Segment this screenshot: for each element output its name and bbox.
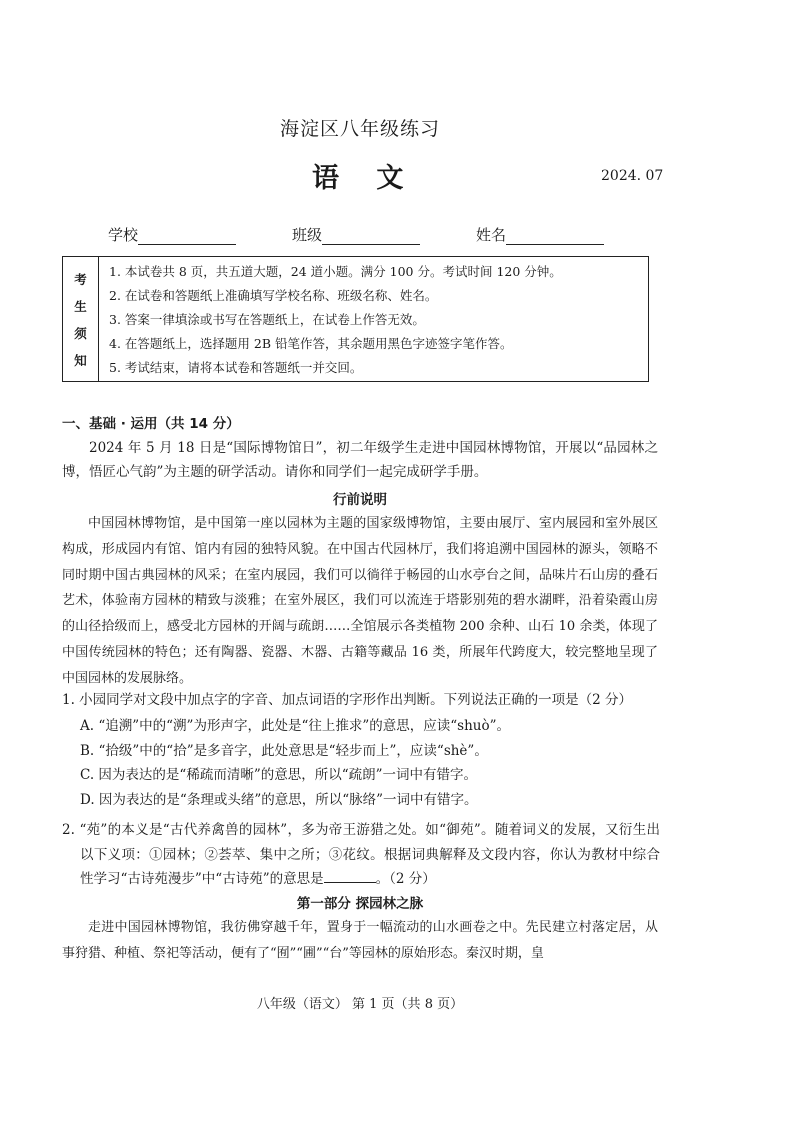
question-2-text: 2. “苑”的本义是“古代养禽兽的园林”，多为帝王游猎之处。如“御苑”。随着词义的发展，又衍生出以下义项：①园林；②荟萃、集中之所；③花纹。根据词典解释及文段内容，你认为教材中综合性学习“古诗苑漫步”中“古诗苑”的意思是: [62, 822, 660, 887]
notice-item: 1. 本试卷共 8 页，共五道大题，24 道小题。满分 100 分。考试时间 120 分钟。: [109, 264, 562, 279]
notice-label-char: 须: [74, 325, 87, 341]
school-label: 学校: [108, 226, 139, 244]
question-2: [62, 818, 660, 892]
section-intro: 2024 年 5 月 18 日是“国际博物馆日”，初二年级学生走进中国园林博物馆，开展以“品园林之博，悟匠心气韵”为主题的研学活动。请你和同学们一起完成研学手册。: [62, 440, 658, 480]
part-1-passage: 走进中国园林博物馆，我彷佛穿越千年，置身于一幅流动的山水画卷之中。先民建立村落定居，从事狩猎、种植、祭祀等活动，便有了“囿”“圃”“台”等园林的原始形态。秦汉时期，皇: [62, 920, 658, 961]
option-a[interactable]: A. “追溯”中的“溯”为形声字，此处是“往上推求”的意思，应读“shuò”。: [80, 718, 510, 734]
part-1-heading: 第一部分 探园林之脉: [296, 896, 424, 912]
section-heading: 一、基础 · 运用（共 14 分）: [62, 416, 240, 432]
pre-visit-heading: 行前说明: [333, 492, 387, 508]
notice-item: 2. 在试卷和答题纸上准确填写学校名称、班级名称、姓名。: [109, 288, 438, 303]
notice-list: [99, 257, 648, 381]
exam-notice-box: [62, 256, 649, 382]
option-d[interactable]: D. 因为表达的是“条理或头绪”的意思，所以“脉络”一词中有错字。: [80, 791, 478, 808]
notice-item: 3. 答案一律填涂或书写在答题纸上，在试卷上作答无效。: [109, 312, 425, 327]
subject-title: 语 文: [312, 163, 418, 194]
museum-passage: 中国园林博物馆，是中国第一座以园林为主题的国家级博物馆，主要由展厅、室内展园和室外展区构成，形成园内有馆、馆内有园的独特风貌。在中国古代园林厅，我们将追溯中国园林的源头，领略不同时期中国古典园林的风采；在室内展园，我们可以徜徉于畅园的山水亭台之间，品味片石山房的叠石艺术，体验南方园林的精致与淡雅；在室外展区，我们可以流连于塔影别苑的碧水湖畔，沿着染霞山房的山径拾级而上，感受北方园林的开阔与疏朗……全馆展示各类植物 200 余种、山石 10 余类，体现了中国传统园林的特色；还有陶器、瓷器、木器、古籍等藏品 16 类，所展年代跨度大，较完整地呈现了中国园林的发展脉络。: [62, 516, 658, 686]
question-1-options: [80, 714, 660, 812]
notice-item: 5. 考试结束，请将本试卷和答题纸一并交回。: [109, 360, 363, 375]
class-blank[interactable]: [322, 228, 420, 245]
class-label: 班级: [292, 226, 323, 244]
name-field[interactable]: [476, 224, 604, 245]
question-1-stem: 1. 小园同学对文段中加点字的字音、加点词语的字形作出判断。下列说法正确的一项是（2 分）: [62, 692, 633, 708]
exam-title: 海淀区八年级练习: [279, 118, 440, 140]
school-blank[interactable]: [138, 228, 236, 245]
option-b[interactable]: B. “拾级”中的“拾”是多音字，此处意思是“轻步而上”，应读“shè”。: [80, 742, 488, 759]
question-2-answer-blank[interactable]: [324, 868, 376, 883]
notice-label-char: 知: [74, 352, 87, 368]
option-c[interactable]: C. 因为表达的是“稀疏而清晰”的意思，所以“疏朗”一词中有错字。: [80, 767, 478, 783]
name-label: 姓名: [476, 226, 507, 244]
notice-label: [63, 257, 99, 381]
notice-label-char: 生: [74, 298, 87, 314]
notice-item: 4. 在答题纸上，选择题用 2B 铅笔作答，其余题用黑色字迹签字笔作答。: [109, 336, 513, 351]
notice-label-char: 考: [74, 271, 87, 287]
school-field[interactable]: [108, 224, 236, 245]
class-field[interactable]: [292, 224, 420, 245]
question-2-score: 。（2 分）: [375, 871, 436, 887]
page-footer: 八年级（语文） 第 1 页（共 8 页）: [256, 997, 464, 1012]
exam-date: 2024. 07: [601, 168, 664, 184]
name-blank[interactable]: [506, 228, 604, 245]
student-info-row: [108, 224, 604, 245]
